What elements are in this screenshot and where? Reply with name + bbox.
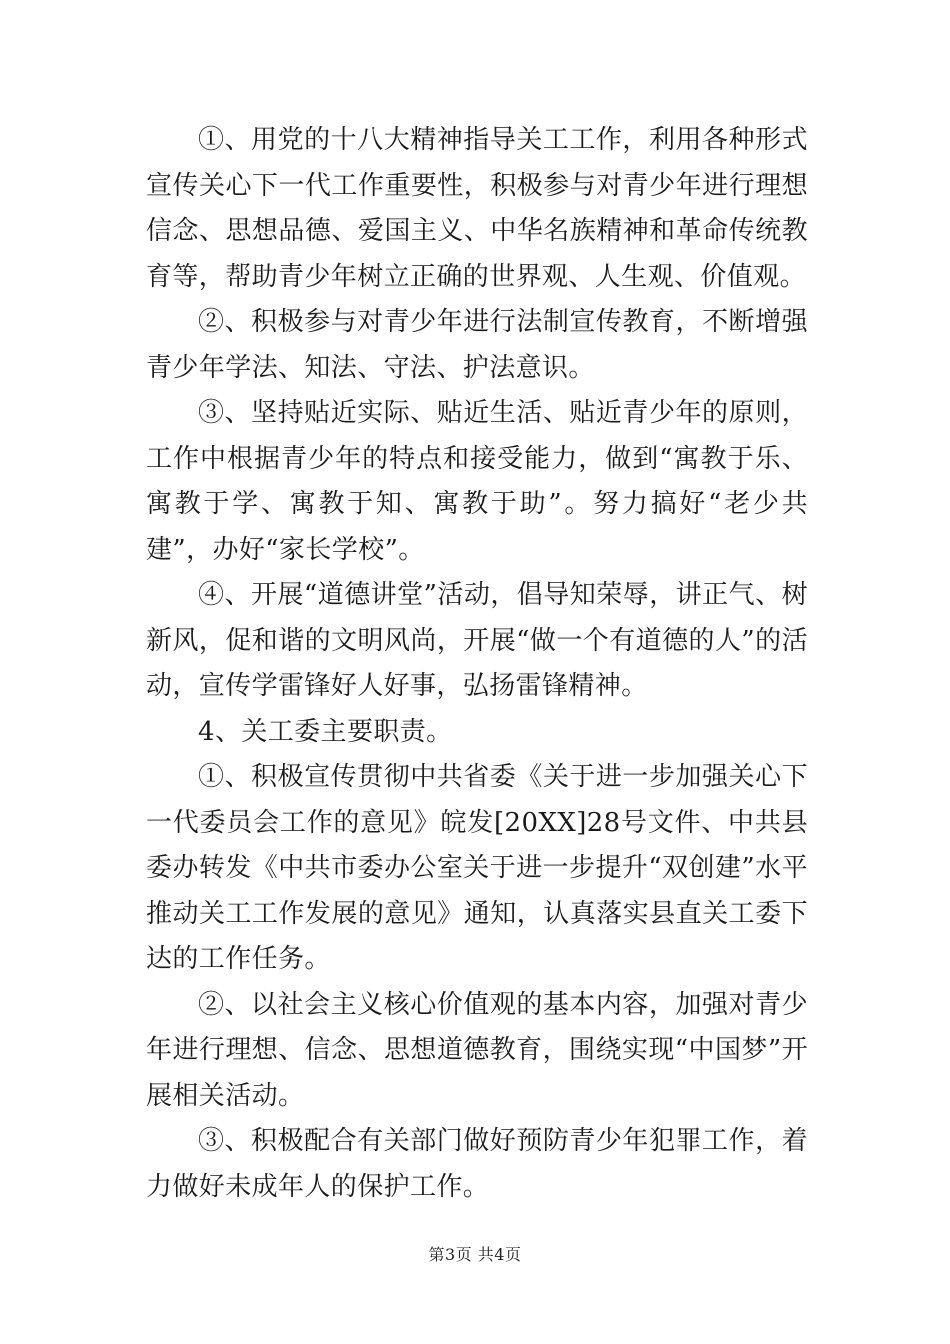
page-number-footer: 第3页 共4页 — [428, 1245, 522, 1264]
section-heading: 4、关工委主要职责。 — [198, 716, 453, 747]
paragraph-5: ①、积极宣传贯彻中共省委《关于进一步加强关心下一代委员会工作的意见》皖发[20XX]28号文件、中共县委办转发《中共市委办公室关于进一步提升“双创建”水平推动关工工作发展的意见》通知，认真落实县直关工委下达的工作任务。 — [146, 762, 808, 974]
paragraph-7: ③、积极配合有关部门做好预防青少年犯罪工作，着力做好未成年人的保护工作。 — [146, 1126, 808, 1202]
paragraph-4: ④、开展“道德讲堂”活动，倡导知荣辱，讲正气、树新风，促和谐的文明风尚，开展“做一个有道德的人”的活动，宣传学雷锋好人好事，弘扬雷锋精神。 — [146, 580, 808, 701]
paragraph-3: ③、坚持贴近实际、贴近生活、贴近青少年的原则，工作中根据青少年的特点和接受能力，做到“寓教于乐、寓教于学、寓教于知、寓教于助”。努力搞好“老少共建”，办好“家长学校”。 — [146, 398, 808, 565]
paragraph-2: ②、积极参与对青少年进行法制宣传教育，不断增强青少年学法、知法、守法、护法意识。 — [146, 307, 808, 383]
paragraph-6: ②、以社会主义核心价值观的基本内容，加强对青少年进行理想、信念、思想道德教育，围绕实现“中国梦”开展相关活动。 — [146, 989, 808, 1111]
document-body — [146, 118, 808, 1210]
paragraph-1: ①、用党的十八大精神指导关工工作，利用各种形式宣传关心下一代工作重要性，积极参与对青少年进行理想信念、思想品德、爱国主义、中华名族精神和革命传统教育等，帮助青少年树立正确的世界观、人生观、价值观。 — [146, 125, 808, 292]
